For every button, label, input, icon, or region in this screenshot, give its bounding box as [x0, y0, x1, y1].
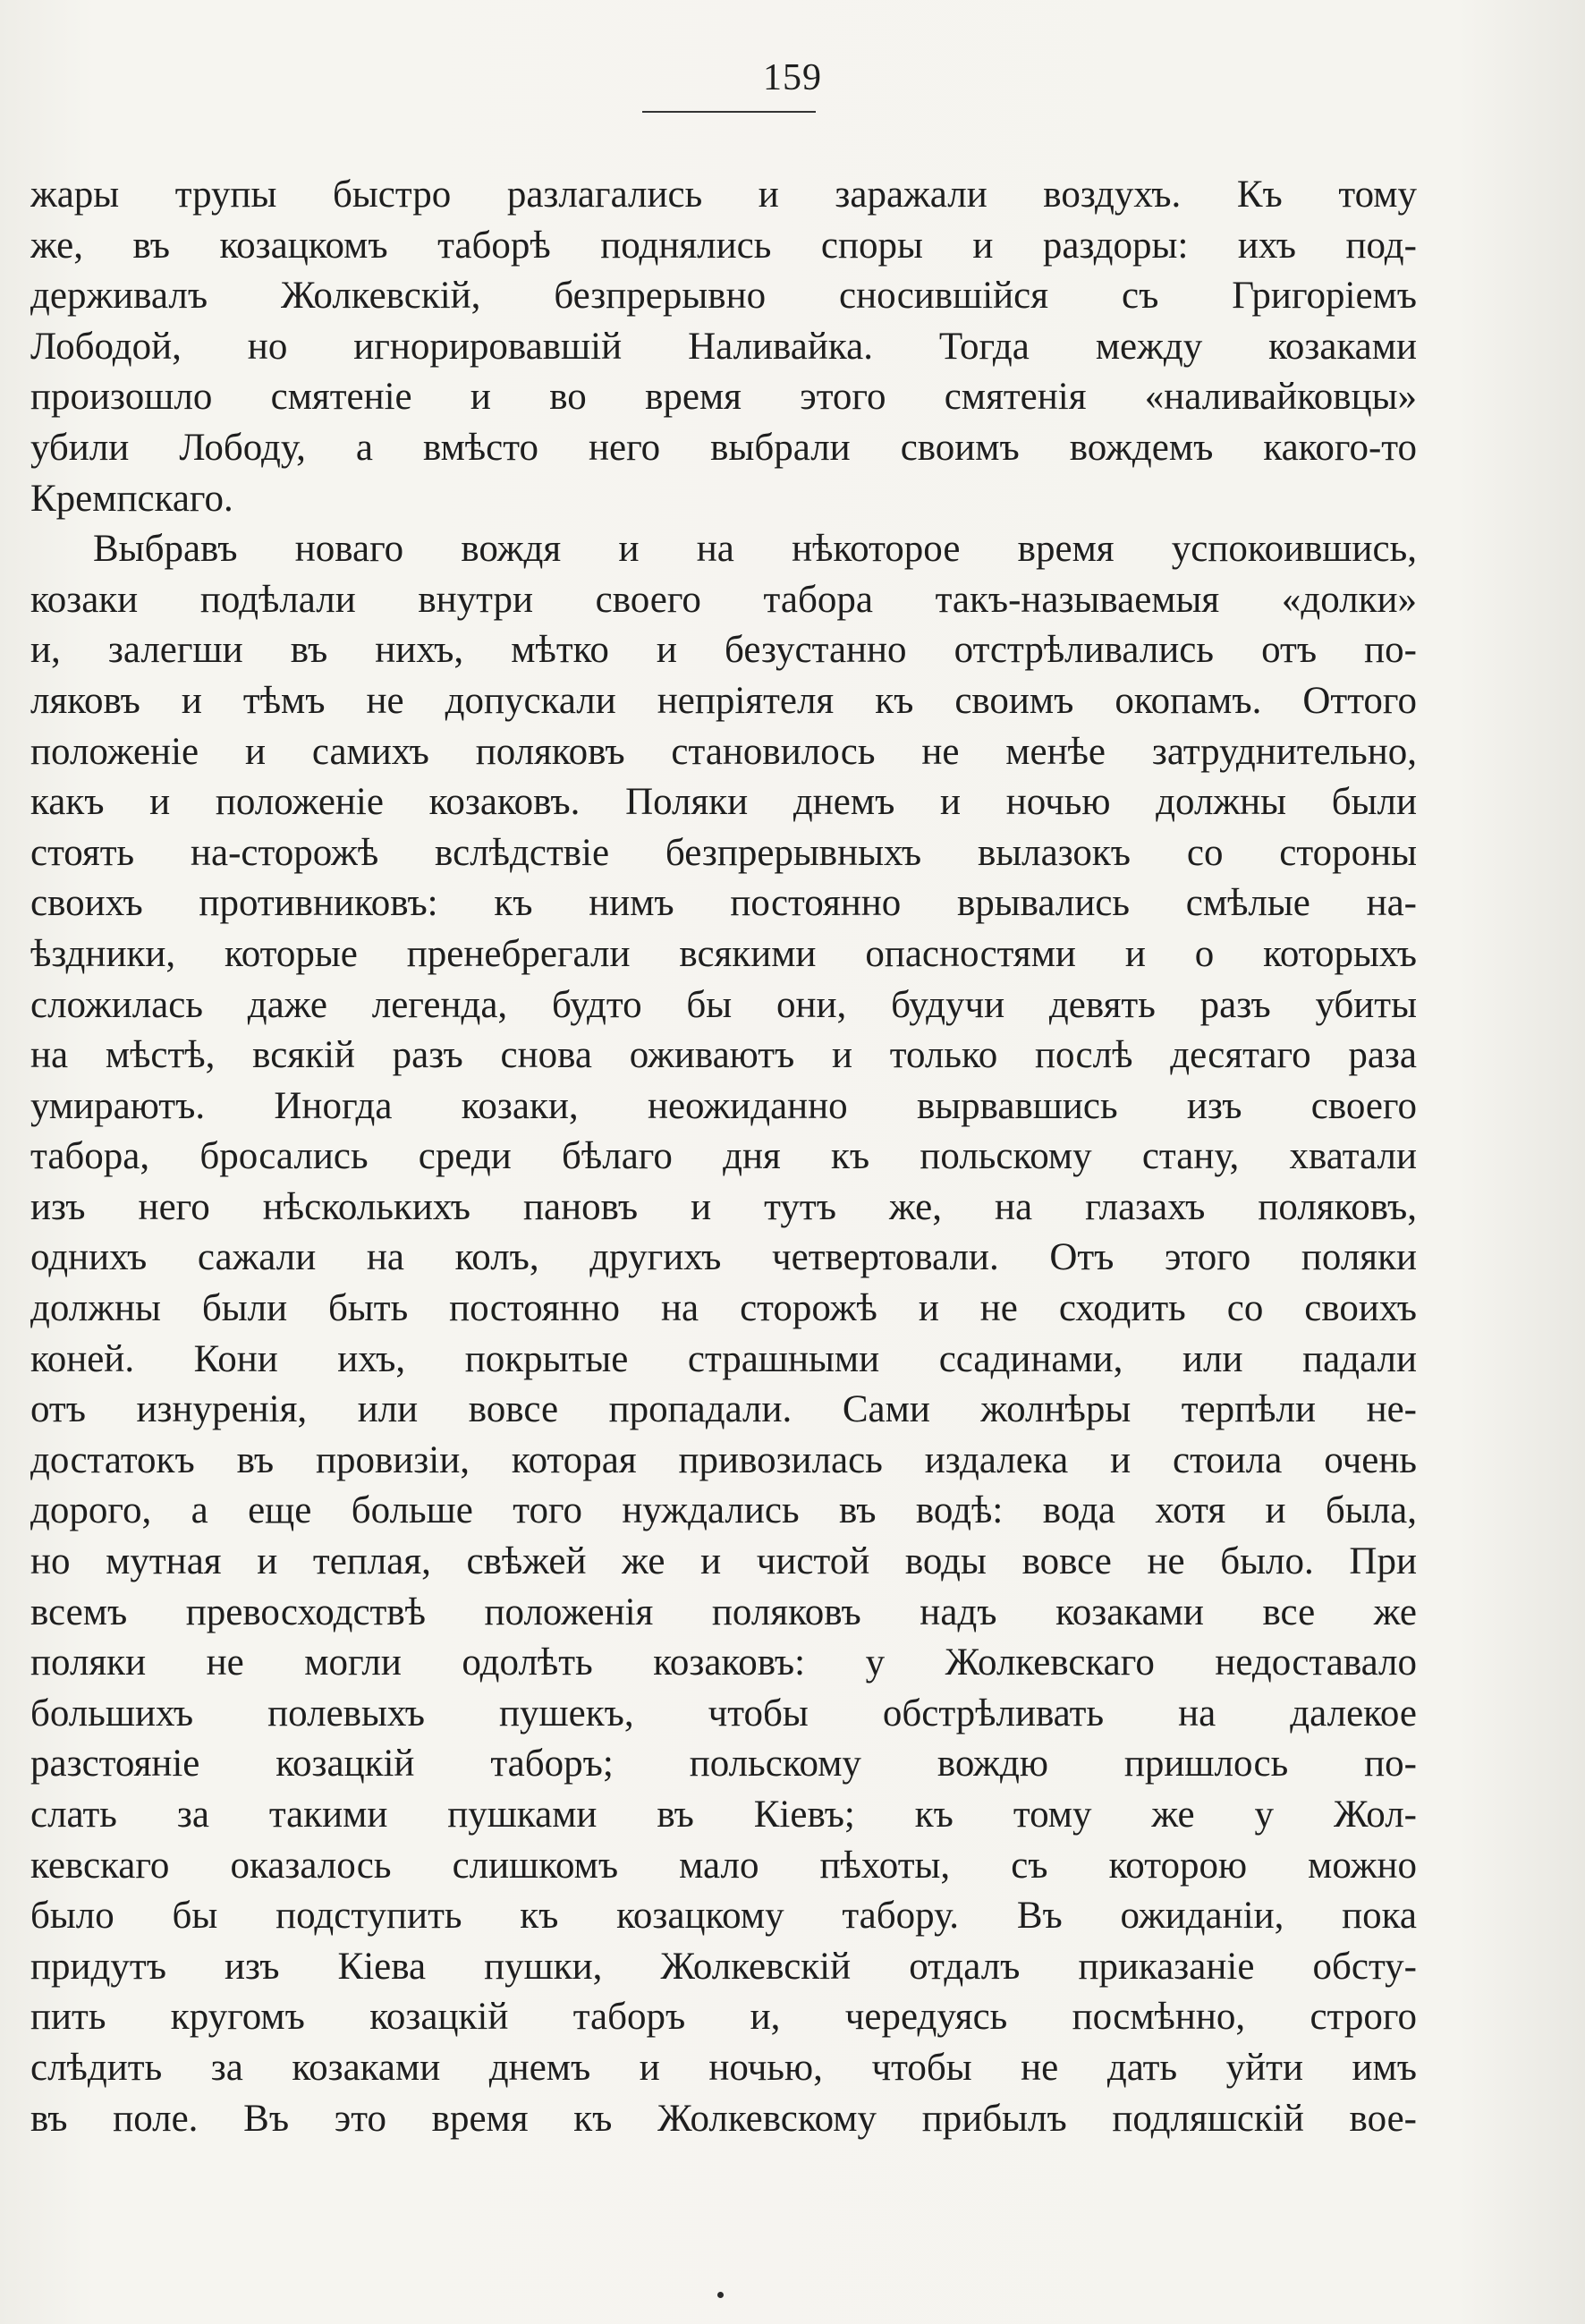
text-line: слать за такими пушками въ Кіевъ; къ тому же у Жол-	[30, 1794, 1417, 1836]
text-line: жары трупы быстро разлагались и заражали воздухъ. Къ тому	[30, 174, 1417, 216]
text-line	[30, 2144, 1417, 2195]
text-line: но мутная и теплая, свѣжей же и чистой воды вовсе не было. При	[30, 1540, 1417, 1583]
text-line: пить кругомъ козацкій таборъ и, чередуясь посмѣнно, строго	[30, 1996, 1417, 2039]
text-line: однихъ сажали на колъ, другихъ четвертовали. Отъ этого поляки	[30, 1236, 1417, 1279]
ink-speck	[717, 2292, 724, 2298]
text-line: большихъ полевыхъ пушекъ, чтобы обстрѣливать на далекое	[30, 1692, 1417, 1735]
text-line: разстояніе козацкій таборъ; польскому вождю пришлось по-	[30, 1743, 1417, 1785]
paragraph-1	[30, 170, 1417, 524]
text-line: держивалъ Жолкевскій, безпрерывно сносившійся съ Григоріемъ	[30, 275, 1417, 318]
text-line: козаки подѣлали внутри своего табора такъ-называемыя «долки»	[30, 578, 1417, 621]
text-line: убили Лободу, а вмѣсто него выбрали своимъ вождемъ какого-то	[30, 426, 1417, 469]
text-line: слѣдить за козаками днемъ и ночью, чтобы не дать уйти имъ	[30, 2046, 1417, 2089]
text-line: кевскаго оказалось слишкомъ мало пѣхоты, съ которою можно	[30, 1844, 1417, 1887]
text-line: своихъ противниковъ: къ нимъ постоянно врывались смѣлые на-	[30, 882, 1417, 925]
text-line: произошло смятеніе и во время этого смятенія «наливайковцы»	[30, 376, 1417, 419]
text-line: отъ изнуренія, или вовсе пропадали. Сами жолнѣры терпѣли не-	[30, 1388, 1417, 1431]
text-line: изъ него нѣсколькихъ пановъ и тутъ же, на глазахъ поляковъ,	[30, 1185, 1417, 1228]
text-line: сложилась даже легенда, будто бы они, будучи девять разъ убиты	[30, 983, 1417, 1026]
text-line: было бы подступить къ козацкому табору. Въ ожиданіи, пока	[30, 1895, 1417, 1938]
text-line: стоять на-сторожѣ вслѣдствіе безпрерывныхъ вылазокъ со стороны	[30, 831, 1417, 874]
text-line: дорого, а еще больше того нуждались въ водѣ: вода хотя и была,	[30, 1489, 1417, 1532]
text-line: умираютъ. Иногда козаки, неожиданно вырвавшись изъ своего	[30, 1084, 1417, 1127]
text-line: придутъ изъ Кіева пушки, Жолкевскій отдалъ приказаніе обсту-	[30, 1945, 1417, 1988]
text-line: Выбравъ новаго вождя и на нѣкоторое время успокоившись,	[93, 528, 1417, 571]
text-line: положеніе и самихъ поляковъ становилось не менѣе затруднительно,	[30, 730, 1417, 773]
text-line: въ поле. Въ это время къ Жолкевскому прибылъ подляшскій вое-	[30, 2097, 1417, 2140]
body-text	[30, 170, 1417, 2195]
text-line: и, залегши въ нихъ, мѣтко и безустанно отстрѣливались отъ по-	[30, 629, 1417, 672]
page-number: 159	[763, 57, 822, 98]
text-line: должны были быть постоянно на сторожѣ и не сходить со своихъ	[30, 1287, 1417, 1330]
text-line: Кремпскаго.	[30, 477, 233, 520]
text-line: всемъ превосходствѣ положенія поляковъ надъ козаками все же	[30, 1590, 1417, 1633]
text-line: Лободой, но игнорировавшій Наливайка. Тогда между козаками	[30, 325, 1417, 368]
text-line: какъ и положеніе козаковъ. Поляки днемъ и ночью должны были	[30, 781, 1417, 824]
page-number-underline	[642, 111, 816, 113]
text-line: же, въ козацкомъ таборѣ поднялись споры и раздоры: ихъ под-	[30, 224, 1417, 267]
text-line: табора, бросались среди бѣлаго дня къ польскому стану, хватали	[30, 1135, 1417, 1178]
text-line: на мѣстѣ, всякій разъ снова оживаютъ и только послѣ десятаго раза	[30, 1034, 1417, 1077]
text-line: ляковъ и тѣмъ не допускали непріятеля къ своимъ окопамъ. Оттого	[30, 679, 1417, 722]
text-line: поляки не могли одолѣть козаковъ: у Жолкевскаго недоставало	[30, 1641, 1417, 1684]
text-line: коней. Кони ихъ, покрытые страшными ссадинами, или падали	[30, 1337, 1417, 1380]
text-line: ѣздники, которые пренебрегали всякими опасностями и о которыхъ	[30, 932, 1417, 975]
paragraph-2	[30, 524, 1417, 2195]
text-line: достатокъ въ провизіи, которая привозилась издалека и стоила очень	[30, 1438, 1417, 1481]
